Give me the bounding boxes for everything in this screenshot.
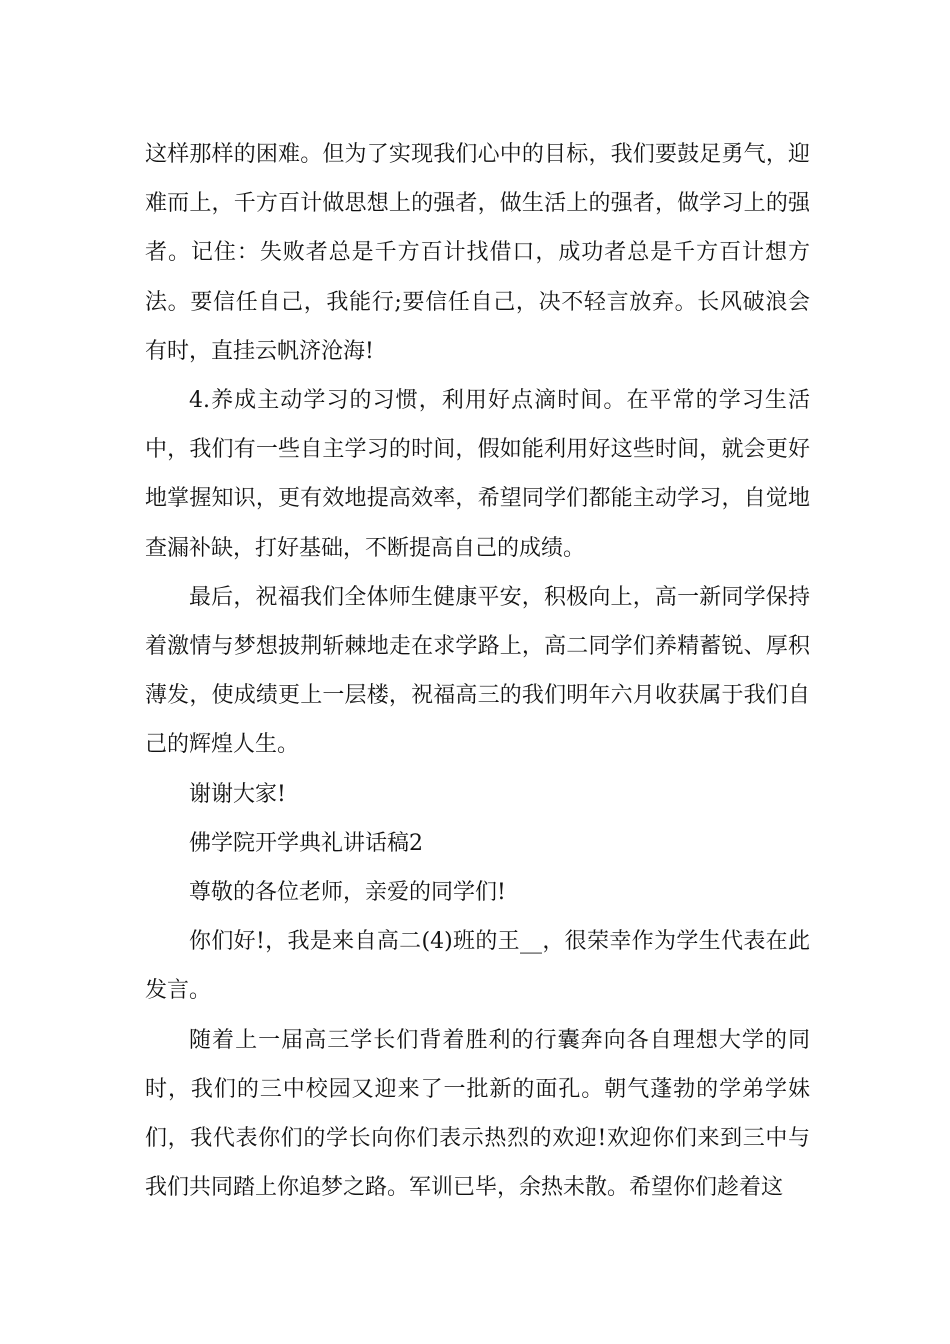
paragraph-blessing: 最后，祝福我们全体师生健康平安，积极向上，高一新同学保持着激情与梦想披荆斩棘地走在求学路上，高二同学们养精蓄锐、厚积薄发，使成绩更上一层楼，祝福高三的我们明年六月收获属于我们自己的辉煌人生。 xyxy=(145,584,810,758)
paragraph-study-habits: 4.养成主动学习的习惯，利用好点滴时间。在平常的学习生活中，我们有一些自主学习的时间，假如能利用好这些时间，就会更好地掌握知识，更有效地提高效率，希望同学们都能主动学习，自觉地查漏补缺，打好基础，不断提高自己的成绩。 xyxy=(145,388,810,561)
paragraph-thanks: 谢谢大家! xyxy=(189,781,286,807)
document-body xyxy=(145,130,810,1212)
paragraph-greeting: 你们好!，我是来自高二(4)班的王__，很荣幸作为学生代表在此发言。 xyxy=(145,929,810,1004)
paragraph-welcome: 随着上一届高三学长们背着胜利的行囊奔向各自理想大学的同时，我们的三中校园又迎来了一批新的面孔。朝气蓬勃的学弟学妹们，我代表你们的学长向你们表示热烈的欢迎!欢迎你们来到三中与我们共同踏上你追梦之路。军训已毕，余热未散。希望你们趁着这 xyxy=(145,1027,810,1201)
paragraph-perseverance: 这样那样的困难。但为了实现我们心中的目标，我们要鼓足勇气，迎难而上，千方百计做思想上的强者，做生活上的强者，做学习上的强者。记住：失败者总是千方百计找借口，成功者总是千方百计想方法。要信任自己，我能行;要信任自己，决不轻言放弃。长风破浪会有时，直挂云帆济沧海! xyxy=(145,142,810,364)
paragraph-salutation: 尊敬的各位老师，亲爱的同学们! xyxy=(189,880,506,906)
section-title: 佛学院开学典礼讲话稿2 xyxy=(189,830,423,856)
